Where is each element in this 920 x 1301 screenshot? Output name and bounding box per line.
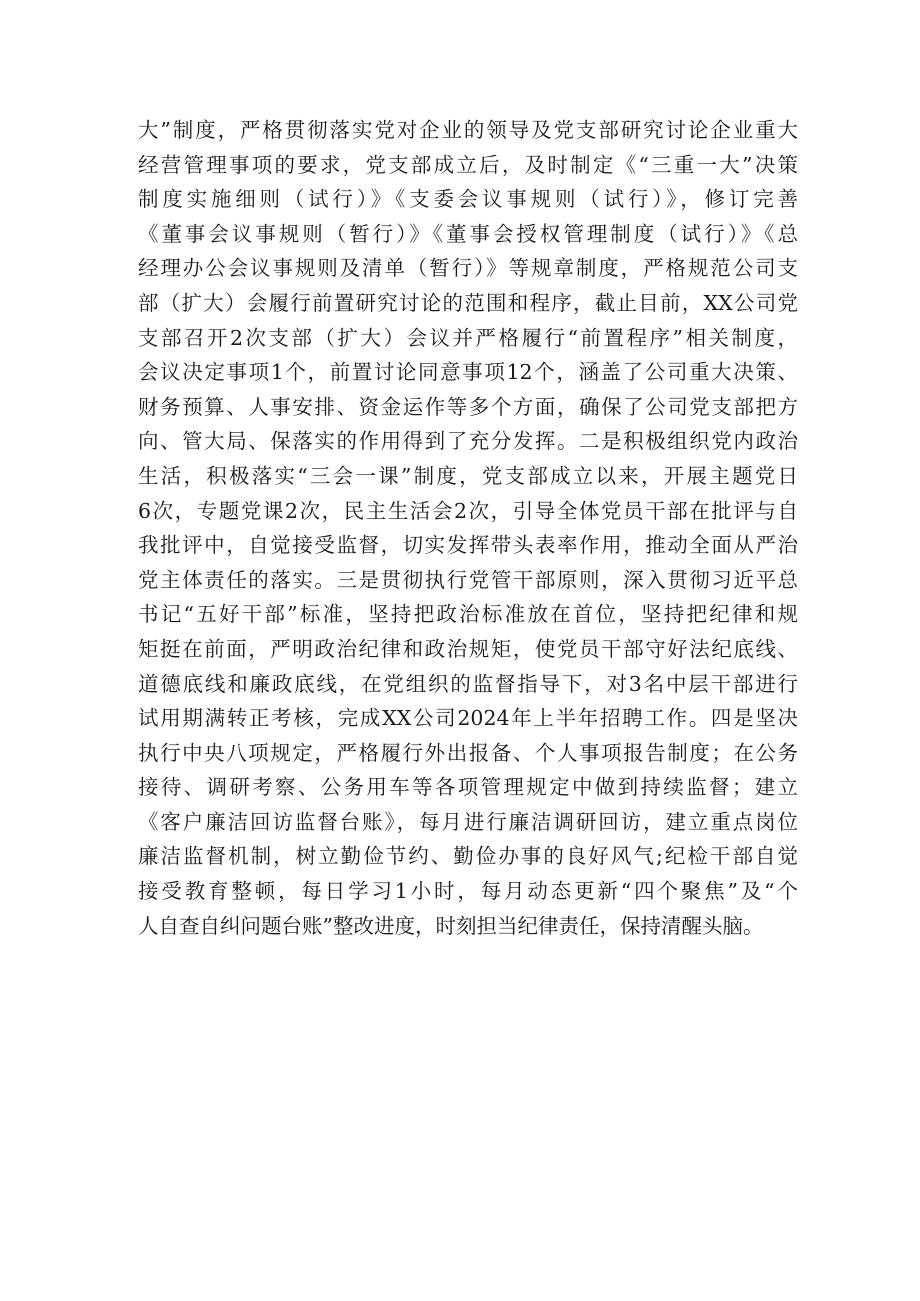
text-line: 支部召开2次支部（扩大）会议并严格履行“前置程序”相关制度，: [138, 325, 798, 350]
text-line: 执行中央八项规定，严格履行外出报备、个人事项报告制度；在公务: [138, 740, 798, 765]
text-line: 我批评中，自觉接受监督，切实发挥带头表率作用，推动全面从严治: [138, 533, 798, 558]
text-line: 道德底线和廉政底线，在党组织的监督指导下，对3名中层干部进行: [138, 671, 798, 696]
text-line: 经理办公会议事规则及清单（暂行）》等规章制度，严格规范公司支: [138, 256, 798, 281]
text-line: 书记“五好干部”标准，坚持把政治标准放在首位，坚持把纪律和规: [138, 602, 798, 627]
text-line: 制度实施细则（试行）》《支委会议事规则（试行）》，修订完善: [138, 187, 798, 212]
text-line: 财务预算、人事安排、资金运作等多个方面，确保了公司党支部把方: [138, 394, 798, 419]
text-line: 生活，积极落实“三会一课”制度，党支部成立以来，开展主题党日: [138, 463, 798, 488]
text-line: 廉洁监督机制，树立勤俭节约、勤俭办事的良好风气;纪检干部自觉: [138, 844, 798, 869]
text-line: 接受教育整顿，每日学习1小时，每月动态更新“四个聚焦”及“个: [138, 879, 798, 904]
text-line: 党主体责任的落实。三是贯彻执行党管干部原则，深入贯彻习近平总: [138, 567, 798, 592]
text-line: 会议决定事项1个，前置讨论同意事项12个，涵盖了公司重大决策、: [138, 360, 798, 385]
text-line: 大”制度，严格贯彻落实党对企业的领导及党支部研究讨论企业重大: [138, 118, 798, 142]
text-line: 6次，专题党课2次，民主生活会2次，引导全体党员干部在批评与自: [138, 498, 798, 523]
text-line: 《客户廉洁回访监督台账》，每月进行廉洁调研回访，建立重点岗位: [138, 809, 798, 834]
text-line: 接待、调研考察、公务用车等各项管理规定中做到持续监督；建立: [138, 775, 798, 800]
text-line: 向、管大局、保落实的作用得到了充分发挥。二是积极组织党内政治: [138, 429, 798, 454]
text-line: 《董事会议事规则（暂行）》《董事会授权管理制度（试行）》《总: [138, 221, 798, 246]
text-line: 人自查自纠问题台账”整改进度，时刻担当纪律责任，保持清醒头脑。: [138, 913, 764, 938]
text-line: 部（扩大）会履行前置研究讨论的范围和程序，截止目前，XX公司党: [138, 290, 798, 315]
text-line: 经营管理事项的要求，党支部成立后，及时制定《“三重一大”决策: [138, 152, 798, 177]
text-line: 矩挺在前面，严明政治纪律和政治规矩，使党员干部守好法纪底线、: [138, 636, 798, 661]
body-paragraph: [138, 113, 798, 943]
text-line: 试用期满转正考核，完成XX公司2024年上半年招聘工作。四是坚决: [138, 706, 798, 731]
